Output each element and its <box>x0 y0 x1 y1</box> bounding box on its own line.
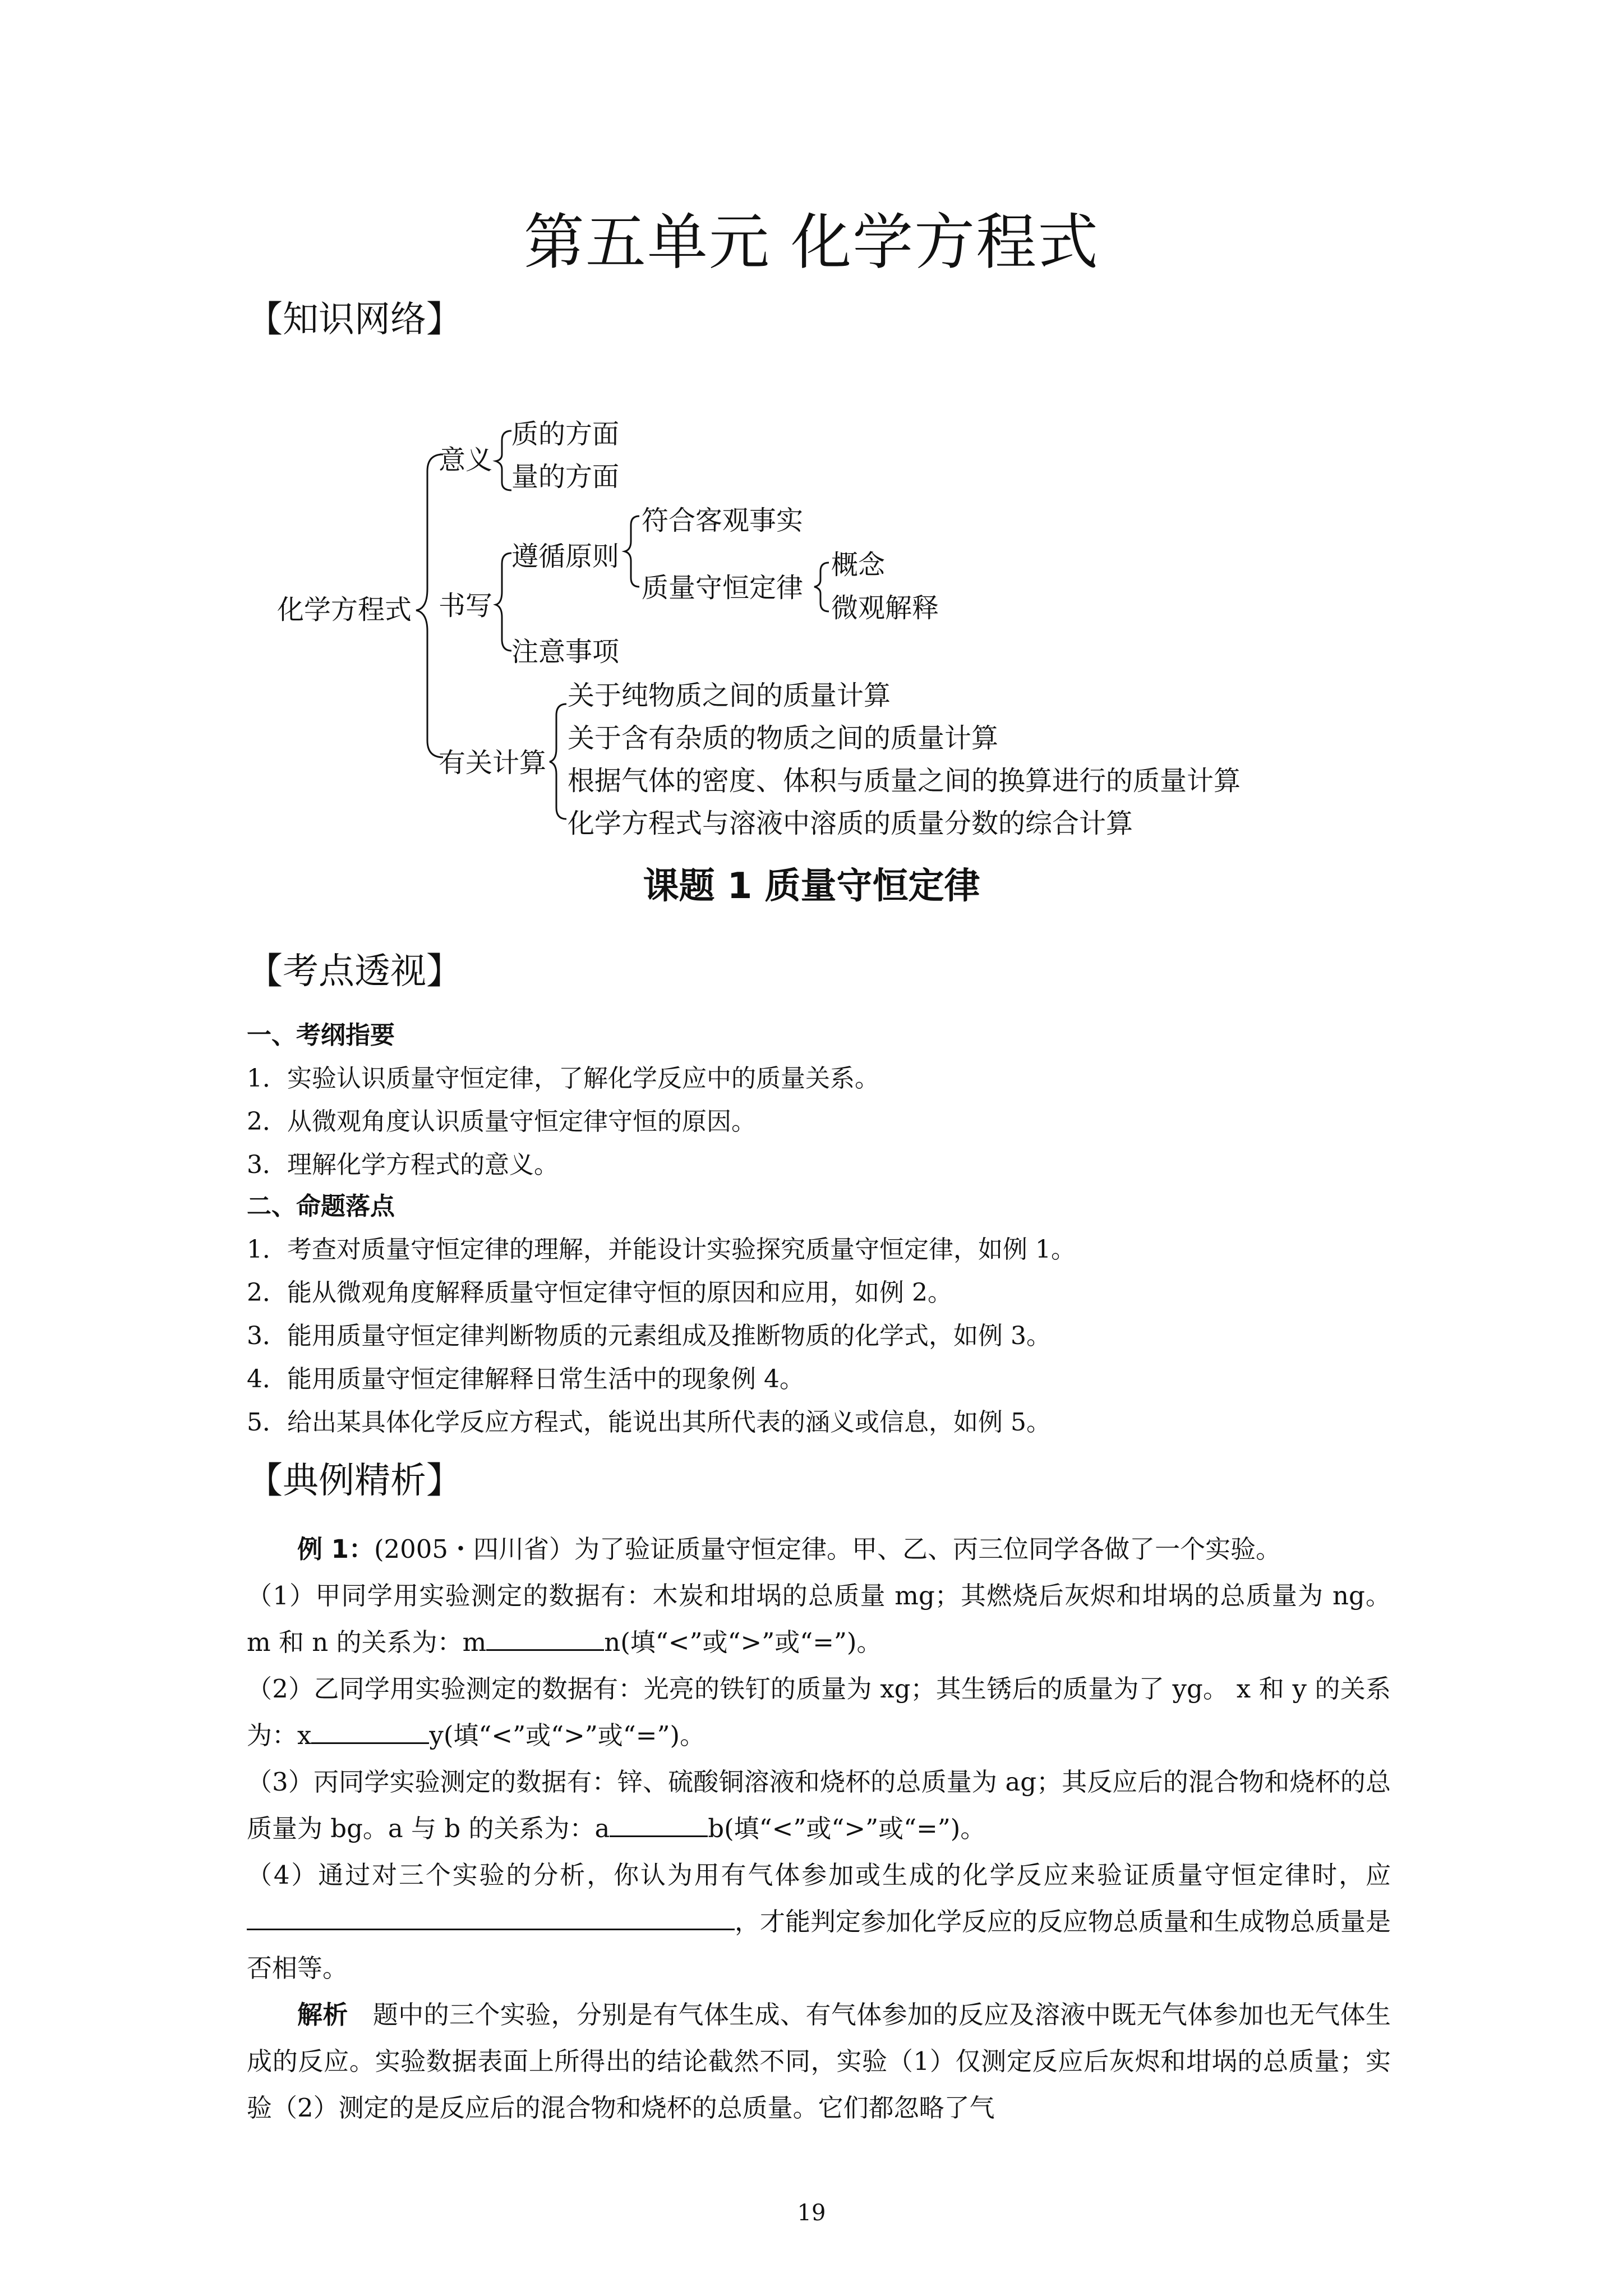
answer-blank-2[interactable] <box>311 1720 429 1744</box>
section-heading-1: 一、考纲指要 <box>247 1021 395 1050</box>
tree-jisuan: 有关计算 <box>439 747 547 779</box>
knowledge-network-header: 【知识网络】 <box>247 299 462 341</box>
question-3-text-b: b(填“<”或“>”或“=”)。 <box>708 1814 986 1843</box>
analysis-paragraph <box>247 1991 1391 2131</box>
exam-points-header: 【考点透视】 <box>247 951 462 992</box>
question-1 <box>247 1572 1391 1665</box>
tree-zunxun-child-1: 符合客观事实 <box>642 505 804 536</box>
tree-yiyi-child-1: 质的方面 <box>511 418 620 450</box>
tree-jisuan-child-1: 关于纯物质之间的质量计算 <box>568 680 891 711</box>
analysis-label: 解析 <box>297 2000 348 2030</box>
tree-shuxie: 书写 <box>439 590 493 622</box>
question-2-text-b: y(填“<”或“>”或“=”)。 <box>429 1720 706 1750</box>
question-4-text-a: （4）通过对三个实验的分析，你认为用有气体参加或生成的化学反应来验证质量守恒定律时，应 <box>247 1860 1391 1890</box>
tree-yiyi: 意义 <box>439 444 493 476</box>
brace-lines <box>0 0 1623 841</box>
tree-zhiliang-child-2: 微观解释 <box>831 592 939 624</box>
answer-blank-4[interactable] <box>247 1906 735 1930</box>
question-4 <box>247 1852 1391 1991</box>
example-intro <box>247 1526 1391 1572</box>
tree-zhiliang-child-1: 概念 <box>831 549 886 581</box>
answer-blank-3[interactable] <box>610 1813 708 1837</box>
tree-root: 化学方程式 <box>277 594 412 625</box>
question-2-text-a: （2）乙同学用实验测定的数据有：光亮的铁钉的质量为 xg；其生锈后的质量为了 yg。 x 和 y 的关系为：x <box>247 1674 1391 1750</box>
list-item: 3．理解化学方程式的意义。 <box>247 1151 559 1179</box>
tree-zunxun-child-2: 质量守恒定律 <box>642 572 804 604</box>
list-item: 4．能用质量守恒定律解释日常生活中的现象例 4。 <box>247 1365 804 1393</box>
example-intro-text: (2005・四川省）为了验证质量守恒定律。甲、乙、丙三位同学各做了一个实验。 <box>374 1534 1281 1564</box>
example-label: 例 1： <box>297 1534 374 1564</box>
section-heading-2: 二、命题落点 <box>247 1192 395 1221</box>
lesson-title: 课题 1 质量守恒定律 <box>643 866 980 907</box>
question-1-text-b: n(填“<”或“>”或“=”)。 <box>604 1627 882 1657</box>
analysis-text: 题中的三个实验，分别是有气体生成、有气体参加的反应及溶液中既无气体参加也无气体生成的反应。实验数据表面上所得出的结论截然不同，实验（1）仅测定反应后灰烬和坩埚的总质量；实验（2）测定的是反应后的混合物和烧杯的总质量。它们都忽略了气 <box>247 2000 1391 2123</box>
question-3 <box>247 1759 1391 1852</box>
question-2 <box>247 1665 1391 1759</box>
question-4-text-b: ，才能判定参加化学反应的反应物总质量和生成物总质量是否相等。 <box>247 1907 1391 1983</box>
question-3-text-a: （3）丙同学实验测定的数据有：锌、硫酸铜溶液和烧杯的总质量为 ag；其反应后的混合物和烧杯的总质量为 bg。a 与 b 的关系为：a <box>247 1767 1391 1843</box>
list-item: 3．能用质量守恒定律判断物质的元素组成及推断物质的化学式，如例 3。 <box>247 1322 1051 1350</box>
example-header: 【典例精析】 <box>247 1460 462 1502</box>
question-1-text-a: （1）甲同学用实验测定的数据有：木炭和坩埚的总质量 mg；其燃烧后灰烬和坩埚的总质量为 ng。 m 和 n 的关系为：m <box>247 1581 1391 1657</box>
tree-zhuyi: 注意事项 <box>511 636 620 668</box>
tree-zunxun: 遵循原则 <box>511 541 620 572</box>
list-item: 2．从微观角度认识质量守恒定律守恒的原因。 <box>247 1107 756 1136</box>
tree-jisuan-child-2: 关于含有杂质的物质之间的质量计算 <box>568 723 999 754</box>
tree-yiyi-child-2: 量的方面 <box>511 461 620 493</box>
list-item: 5．给出某具体化学反应方程式，能说出其所代表的涵义或信息，如例 5。 <box>247 1408 1051 1437</box>
list-item: 1．实验认识质量守恒定律，了解化学反应中的质量关系。 <box>247 1064 879 1093</box>
answer-blank-1[interactable] <box>486 1627 604 1651</box>
tree-jisuan-child-3: 根据气体的密度、体积与质量之间的换算进行的质量计算 <box>568 765 1241 797</box>
page-number: 19 <box>797 2200 826 2226</box>
list-item: 2．能从微观角度解释质量守恒定律守恒的原因和应用，如例 2。 <box>247 1278 952 1307</box>
tree-jisuan-child-4: 化学方程式与溶液中溶质的质量分数的综合计算 <box>568 808 1133 839</box>
list-item: 1．考查对质量守恒定律的理解，并能设计实验探究质量守恒定律，如例 1。 <box>247 1235 1076 1264</box>
unit-title: 第五单元 化学方程式 <box>523 208 1100 278</box>
